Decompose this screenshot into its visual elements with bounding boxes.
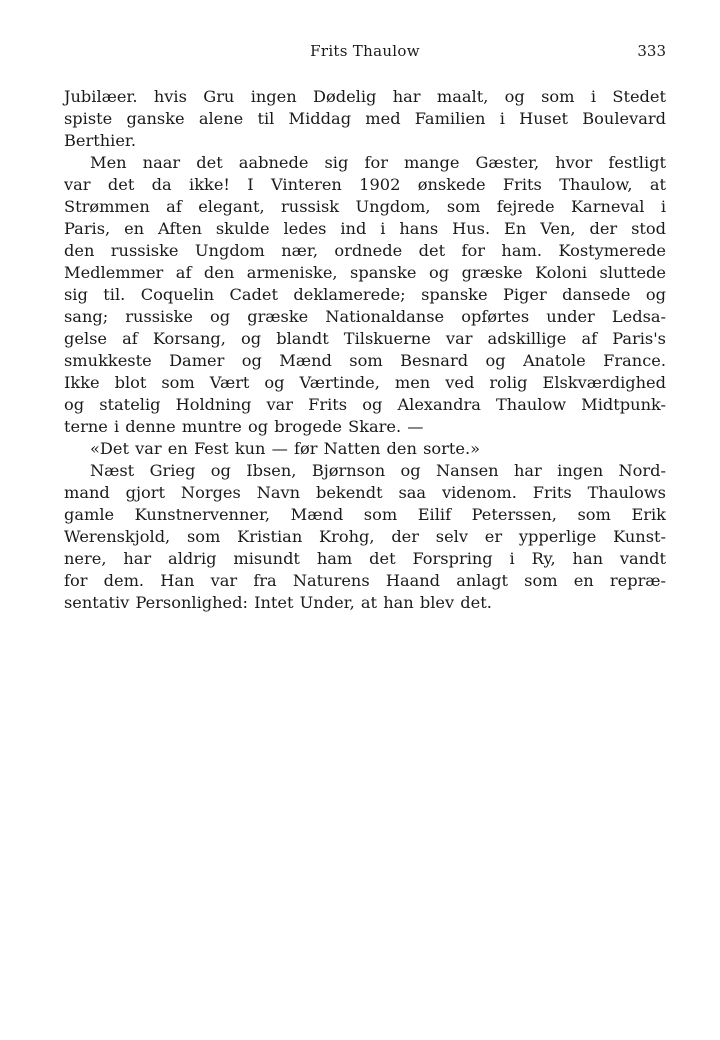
text-line: Men naar det aabnede sig for mange Gæster, hvor festligt [90, 153, 666, 172]
text-line: sig til. Coquelin Cadet deklamerede; spanske Piger dansede og [64, 285, 666, 304]
page-number: 333 [637, 42, 666, 60]
text-line: nere, har aldrig misundt ham det Forspring i Ry, han vandt [64, 549, 666, 568]
text-line: var det da ikke! I Vinteren 1902 ønskede Frits Thaulow, at [64, 175, 666, 194]
text-line: sang; russiske og græske Nationaldanse opførtes under Ledsa- [64, 307, 666, 326]
text-line: Medlemmer af den armeniske, spanske og græske Koloni sluttede [64, 263, 666, 282]
page-header [64, 42, 666, 64]
text-line: spiste ganske alene til Middag med Familien i Huset Boulevard [64, 109, 666, 128]
text-line: sentativ Personlighed: Intet Under, at han blev det. [64, 593, 492, 612]
text-line: den russiske Ungdom nær, ordnede det for ham. Kostymerede [64, 241, 666, 260]
text-line: gamle Kunstnervenner, Mænd som Eilif Peterssen, som Erik [64, 505, 666, 524]
running-title: Frits Thaulow [310, 42, 420, 60]
text-line: mand gjort Norges Navn bekendt saa videnom. Frits Thaulows [64, 483, 666, 502]
text-line: Næst Grieg og Ibsen, Bjørnson og Nansen har ingen Nord- [90, 461, 666, 480]
text-line: og statelig Holdning var Frits og Alexandra Thaulow Midtpunk- [64, 395, 666, 414]
text-line: Jubilæer. hvis Gru ingen Dødelig har maalt, og som i Stedet [64, 87, 666, 106]
text-line: «Det var en Fest kun — før Natten den sorte.» [90, 439, 480, 458]
text-line: terne i denne muntre og brogede Skare. — [64, 417, 424, 436]
text-line: smukkeste Damer og Mænd som Besnard og Anatole France. [64, 351, 666, 370]
text-line: gelse af Korsang, og blandt Tilskuerne var adskillige af Paris's [64, 329, 666, 348]
text-line: Werenskjold, som Kristian Krohg, der selv er ypperlige Kunst- [64, 527, 666, 546]
text-line: Ikke blot som Vært og Værtinde, men ved rolig Elskværdighed [64, 373, 666, 392]
text-line: Strømmen af elegant, russisk Ungdom, som fejrede Karneval i [64, 197, 666, 216]
text-line: Paris, en Aften skulde ledes ind i hans Hus. En Ven, der stod [64, 219, 666, 238]
body-text [64, 86, 666, 614]
text-line: for dem. Han var fra Naturens Haand anlagt som en repræ- [64, 571, 666, 590]
text-line: Berthier. [64, 131, 137, 150]
